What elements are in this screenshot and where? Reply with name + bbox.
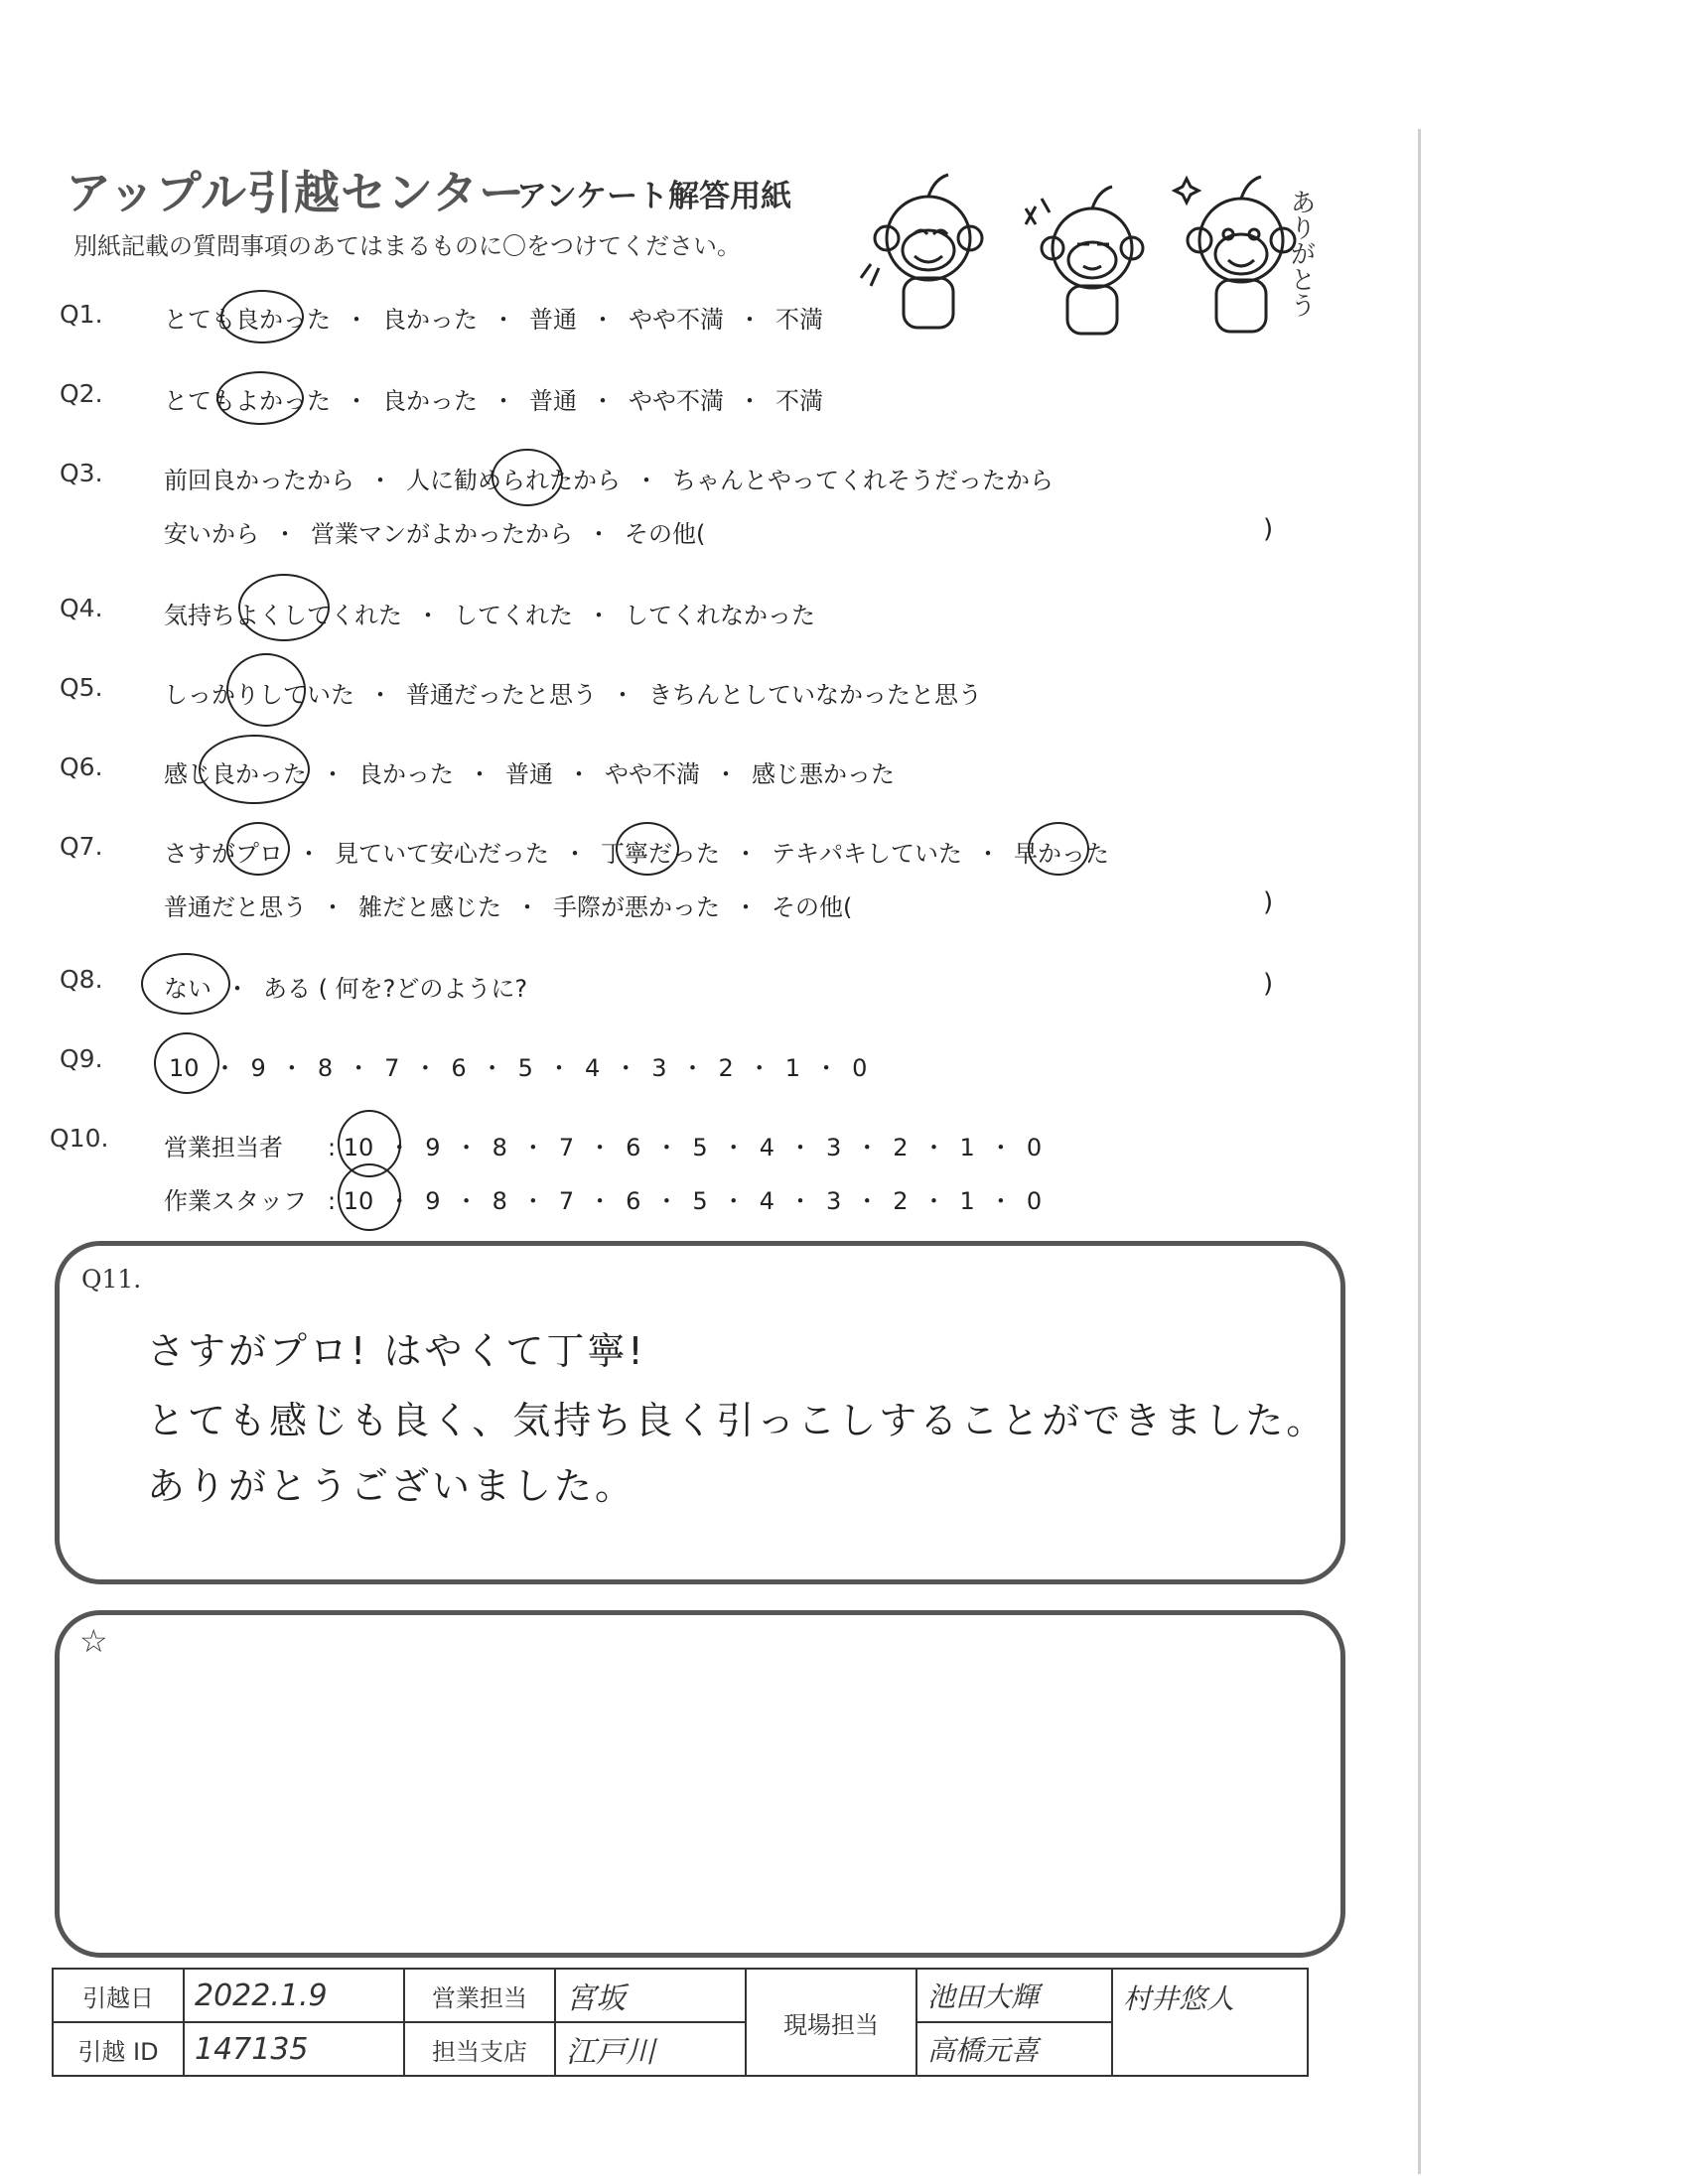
- q7-option-3[interactable]: 丁寧だった: [601, 840, 720, 868]
- q8-selection-circle: [141, 953, 230, 1015]
- q9-score-9[interactable]: 9: [250, 1054, 266, 1082]
- q5-option-1[interactable]: しっかりしていた: [164, 681, 354, 709]
- q3-selection-circle: [492, 449, 563, 506]
- q5-option-2[interactable]: 普通だったと思う: [406, 681, 597, 709]
- q1-label: Q1.: [60, 300, 103, 329]
- q7-option-7[interactable]: 雑だと感じた: [358, 893, 501, 921]
- move-info-table: [52, 1968, 1309, 2077]
- q3-option-other[interactable]: その他(: [625, 520, 706, 548]
- q5-options: しっかりしていた ・ 普通だったと思う ・ きちんとしていなかったと思う: [164, 675, 982, 710]
- q10-staff-score-2[interactable]: 2: [893, 1187, 909, 1215]
- move-date-value: 2022.1.9: [184, 1969, 404, 2022]
- site-staff-1: 池田大輝: [916, 1969, 1112, 2022]
- q7-options-line1: さすがプロ ・ 見ていて安心だった ・ 丁寧だった ・ テキパキしていた ・ 早かった: [164, 834, 1109, 869]
- q1-options: とても良かった ・ 良かった ・ 普通 ・ やや不満 ・ 不満: [164, 300, 823, 335]
- q7-option-other[interactable]: その他(: [772, 893, 853, 921]
- q8-label: Q8.: [60, 965, 103, 994]
- q10-sales-score-0[interactable]: 0: [1026, 1134, 1043, 1161]
- q8-option-1[interactable]: ない: [164, 975, 211, 1003]
- mascot-thanks-text: ありがとう: [1286, 189, 1316, 318]
- q3-option-3[interactable]: ちゃんとやってくれそうだったから: [672, 467, 1054, 494]
- q7-option-6[interactable]: 普通だと思う: [164, 893, 307, 921]
- star-icon: ☆: [79, 1622, 108, 1660]
- extra-comment-box[interactable]: [55, 1610, 1345, 1958]
- q5-selection-circle: [226, 653, 306, 727]
- q2-selection-circle: [216, 371, 304, 425]
- q6-option-4[interactable]: やや不満: [605, 760, 700, 788]
- q4-options: 気持ちよくしてくれた ・ してくれた ・ してくれなかった: [164, 596, 815, 630]
- q6-option-5[interactable]: 感じ悪かった: [752, 760, 895, 788]
- q10-staff-selection-circle: [338, 1163, 401, 1231]
- q9-score-4[interactable]: 4: [584, 1054, 601, 1082]
- q1-option-3[interactable]: 普通: [529, 306, 577, 334]
- q10-sales-score-2[interactable]: 2: [893, 1134, 909, 1161]
- q2-option-3[interactable]: 普通: [529, 387, 577, 415]
- mascot-middle: [1026, 187, 1143, 334]
- q10-sales-score-1[interactable]: 1: [959, 1134, 975, 1161]
- q8-option-2[interactable]: ある ( 何を?どのように?: [263, 975, 528, 1003]
- q9-score-3[interactable]: 3: [651, 1054, 667, 1082]
- q10-staff-score-1[interactable]: 1: [959, 1187, 975, 1215]
- q10-sales-row: 営業担当者 : 10 ・ 9 ・ 8 ・ 7 ・ 6 ・ 5 ・ 4 ・ 3 ・ 2 ・ 1 ・ 0: [164, 1128, 1042, 1162]
- q10-staff-score-7[interactable]: 7: [558, 1187, 575, 1215]
- q4-option-2[interactable]: してくれた: [454, 602, 573, 629]
- q10-sales-score-4[interactable]: 4: [759, 1134, 774, 1161]
- q10-sales-score-8[interactable]: 8: [492, 1134, 507, 1161]
- q10-staff-score-8[interactable]: 8: [492, 1187, 507, 1215]
- mascot-left: [861, 175, 982, 328]
- q9-score-6[interactable]: 6: [451, 1054, 467, 1082]
- q1-option-4[interactable]: やや不満: [629, 306, 724, 334]
- q2-option-1[interactable]: とてもよかった: [164, 387, 331, 415]
- q7-option-4[interactable]: テキパキしていた: [772, 840, 962, 868]
- q7-options-line2: 普通だと思う ・ 雑だと感じた ・ 手際が悪かった ・ その他(: [164, 887, 852, 922]
- q10-staff-score-5[interactable]: 5: [692, 1187, 708, 1215]
- q1-option-1[interactable]: とても良かった: [164, 306, 331, 334]
- site-staff-3: 高橋元喜: [916, 2022, 1112, 2076]
- form-subtitle: アンケート解答用紙: [516, 179, 792, 214]
- q9-selection-circle: [154, 1032, 219, 1094]
- instruction-text: 別紙記載の質問事項のあてはまるものに〇をつけてください。: [73, 232, 741, 260]
- q9-scale: 10 ・ 9 ・ 8 ・ 7 ・ 6 ・ 5 ・ 4 ・ 3 ・ 2 ・ 1 ・ 0: [169, 1054, 868, 1082]
- q11-comment-line-1: さすがプロ! はやくて丁寧!: [147, 1329, 646, 1373]
- q6-option-1[interactable]: 感じ良かった: [164, 760, 307, 788]
- q10-staff-score-0[interactable]: 0: [1026, 1187, 1043, 1215]
- q9-score-8[interactable]: 8: [317, 1054, 334, 1082]
- q11-comment-line-2: とても感じも良く、気持ち良く引っこしすることができました。: [147, 1399, 1328, 1442]
- sales-staff-value: 宮坂: [555, 1969, 746, 2022]
- q2-option-4[interactable]: やや不満: [629, 387, 724, 415]
- mascot-right: [1175, 177, 1295, 332]
- mascot-illustration: [859, 169, 1336, 347]
- q7-option-5[interactable]: 早かった: [1014, 840, 1109, 868]
- q10-sales-score-9[interactable]: 9: [425, 1134, 441, 1161]
- q8-options: ない ・ ある ( 何を?どのように?: [164, 969, 527, 1004]
- page-edge-shadow: [1418, 129, 1421, 2174]
- q1-option-5[interactable]: 不満: [775, 306, 823, 334]
- q3-option-4[interactable]: 安いから: [164, 520, 259, 548]
- q6-options: 感じ良かった ・ 良かった ・ 普通 ・ やや不満 ・ 感じ悪かった: [164, 754, 895, 789]
- q3-label: Q3.: [60, 459, 103, 487]
- q10-label: Q10.: [50, 1124, 109, 1153]
- q2-options: とてもよかった ・ 良かった ・ 普通 ・ やや不満 ・ 不満: [164, 381, 823, 416]
- q1-option-2[interactable]: 良かった: [382, 306, 478, 334]
- q9-score-2[interactable]: 2: [718, 1054, 734, 1082]
- q7-selection-circle-3: [1028, 822, 1089, 876]
- q10-staff-score-3[interactable]: 3: [825, 1187, 842, 1215]
- q4-option-1[interactable]: 気持ちよくしてくれた: [164, 602, 402, 629]
- q7-selection-circle-1: [226, 822, 290, 876]
- q10-sales-score-3[interactable]: 3: [825, 1134, 842, 1161]
- q3-options-line1: 前回良かったから ・ 人に勧められたから ・ ちゃんとやってくれそうだったから: [164, 461, 1054, 495]
- q11-comment-line-3: ありがとうございました。: [147, 1464, 636, 1508]
- q11-label: Q11.: [81, 1265, 142, 1294]
- q10-sales-label: 営業担当者: [164, 1134, 283, 1161]
- branch-label: 担当支店: [404, 2022, 555, 2076]
- q3-option-1[interactable]: 前回良かったから: [164, 467, 354, 494]
- move-date-label: 引越日: [53, 1969, 184, 2022]
- q10-staff-label: 作業スタッフ: [164, 1187, 307, 1215]
- q7-label: Q7.: [60, 832, 103, 861]
- q7-selection-circle-2: [616, 822, 679, 876]
- q7-option-8[interactable]: 手際が悪かった: [553, 893, 720, 921]
- q6-option-2[interactable]: 良かった: [358, 760, 454, 788]
- q2-label: Q2.: [60, 379, 103, 408]
- q5-option-3[interactable]: きちんとしていなかったと思う: [648, 681, 982, 709]
- q10-sales-score-5[interactable]: 5: [692, 1134, 708, 1161]
- move-id-value: 147135: [184, 2022, 404, 2076]
- company-title: アップル引越センター: [66, 166, 526, 219]
- q1-selection-circle: [220, 290, 304, 343]
- q10-staff-score-6[interactable]: 6: [626, 1187, 641, 1215]
- q6-option-3[interactable]: 普通: [505, 760, 553, 788]
- site-staff-2: 村井悠人: [1112, 1969, 1308, 2076]
- q7-option-1[interactable]: さすがプロ: [164, 840, 283, 868]
- q10-staff-score-10[interactable]: 10: [343, 1187, 374, 1215]
- q10-staff-score-9[interactable]: 9: [425, 1187, 441, 1215]
- q4-label: Q4.: [60, 594, 103, 622]
- q4-selection-circle: [238, 574, 330, 641]
- q5-label: Q5.: [60, 673, 103, 702]
- q9-score-7[interactable]: 7: [384, 1054, 400, 1082]
- q10-staff-row: 作業スタッフ : 10 ・ 9 ・ 8 ・ 7 ・ 6 ・ 5 ・ 4 ・ 3 ・ 2 ・ 1 ・ 0: [164, 1181, 1042, 1216]
- q10-sales-score-7[interactable]: 7: [558, 1134, 575, 1161]
- q6-selection-circle: [199, 735, 310, 804]
- sales-staff-label: 営業担当: [404, 1969, 555, 2022]
- move-id-label: 引越 ID: [53, 2022, 184, 2076]
- q7-close-paren: ): [1263, 887, 1274, 917]
- q2-option-5[interactable]: 不満: [775, 387, 823, 415]
- q9-score-1[interactable]: 1: [784, 1054, 801, 1082]
- q9-label: Q9.: [60, 1044, 103, 1073]
- branch-value: 江戸川: [555, 2022, 746, 2076]
- q10-sales-score-10[interactable]: 10: [343, 1134, 374, 1161]
- q7-option-2[interactable]: 見ていて安心だった: [335, 840, 549, 868]
- q6-label: Q6.: [60, 752, 103, 781]
- q9-score-10[interactable]: 10: [169, 1054, 200, 1082]
- q3-close-paren: ): [1263, 514, 1274, 544]
- q3-option-2[interactable]: 人に勧められたから: [406, 467, 621, 494]
- q2-option-2[interactable]: 良かった: [382, 387, 478, 415]
- site-staff-label: 現場担当: [746, 1969, 916, 2076]
- q4-option-3[interactable]: してくれなかった: [625, 602, 815, 629]
- q9-score-0[interactable]: 0: [852, 1054, 868, 1082]
- q10-staff-score-4[interactable]: 4: [759, 1187, 774, 1215]
- q3-options-line2: 安いから ・ 営業マンがよかったから ・ その他(: [164, 514, 705, 549]
- q9-score-5[interactable]: 5: [517, 1054, 533, 1082]
- q8-close-paren: ): [1263, 969, 1274, 999]
- q10-sales-score-6[interactable]: 6: [626, 1134, 641, 1161]
- q3-option-5[interactable]: 営業マンがよかったから: [311, 520, 573, 548]
